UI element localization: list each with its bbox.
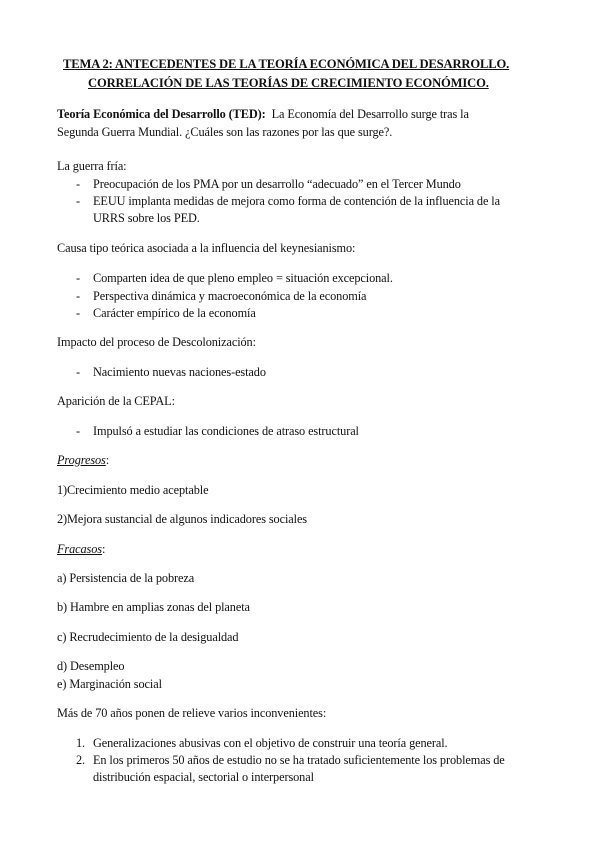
intro-line-2: Segunda Guerra Mundial. ¿Cuáles son las razones por las que surge?.: [57, 125, 393, 139]
progresos-colon: :: [105, 453, 110, 467]
list-item: c) Recrudecimiento de la desigualdad: [57, 630, 239, 644]
list-item-continuation: URRS sobre los PED.: [93, 211, 200, 225]
bullet-dash: -: [76, 289, 81, 303]
list-item: b) Hambre en amplias zonas del planeta: [57, 600, 250, 614]
section-heading-progresos: [57, 452, 109, 468]
section-heading-cepal: Aparición de la CEPAL:: [57, 394, 175, 408]
list-item: Generalizaciones abusivas con el objetivo de construir una teoría general.: [93, 736, 448, 750]
list-item: Comparten idea de que pleno empleo = situación excepcional.: [93, 271, 393, 285]
section-heading-inconvenientes: Más de 70 años ponen de relieve varios inconvenientes:: [57, 706, 327, 720]
progresos-label: Progresos: [57, 453, 106, 467]
list-item: EEUU implanta medidas de mejora como forma de contención de la influencia de la: [93, 194, 500, 208]
bullet-dash: -: [76, 177, 81, 191]
title-line-1: TEMA 2: ANTECEDENTES DE LA TEORÍA ECONÓMICA DEL DESARROLLO.: [63, 57, 510, 71]
list-item: a) Persistencia de la pobreza: [57, 571, 195, 585]
list-number: 2.: [76, 753, 86, 767]
title-line-2: CORRELACIÓN DE LAS TEORÍAS DE CRECIMIENTO ECONÓMICO.: [88, 76, 489, 90]
bullet-dash: -: [76, 365, 81, 379]
intro-term: Teoría Económica del Desarrollo (TED):: [57, 107, 266, 121]
list-number: 1.: [76, 736, 86, 750]
section-heading-descolonizacion: Impacto del proceso de Descolonización:: [57, 335, 256, 349]
list-item: En los primeros 50 años de estudio no se ha tratado suficientemente los problemas de: [93, 753, 505, 767]
list-item: Preocupación de los PMA por un desarrollo “adecuado” en el Tercer Mundo: [93, 177, 461, 191]
fracasos-colon: :: [101, 542, 106, 556]
list-item: Impulsó a estudiar las condiciones de atraso estructural: [93, 424, 359, 438]
list-item: Nacimiento nuevas naciones-estado: [93, 365, 266, 379]
list-item: d) Desempleo: [57, 659, 125, 673]
list-item: e) Marginación social: [57, 677, 162, 691]
intro-line-1: [57, 106, 469, 122]
list-item: 1)Crecimiento medio aceptable: [57, 483, 209, 497]
list-item: 2)Mejora sustancial de algunos indicadores sociales: [57, 512, 307, 526]
bullet-dash: -: [76, 271, 81, 285]
section-heading-guerra-fria: La guerra fría:: [57, 159, 127, 173]
intro-rest: La Economía del Desarrollo surge tras la: [271, 107, 469, 121]
bullet-dash: -: [76, 424, 81, 438]
list-item: Carácter empírico de la economía: [93, 306, 256, 320]
bullet-dash: -: [76, 194, 81, 208]
bullet-dash: -: [76, 306, 81, 320]
list-item-continuation: distribución espacial, sectorial o interpersonal: [93, 770, 314, 784]
section-heading-keynesianismo: Causa tipo teórica asociada a la influencia del keynesianismo:: [57, 241, 356, 255]
fracasos-label: Fracasos: [57, 542, 102, 556]
list-item: Perspectiva dinámica y macroeconómica de la economía: [93, 289, 367, 303]
section-heading-fracasos: [57, 541, 105, 557]
